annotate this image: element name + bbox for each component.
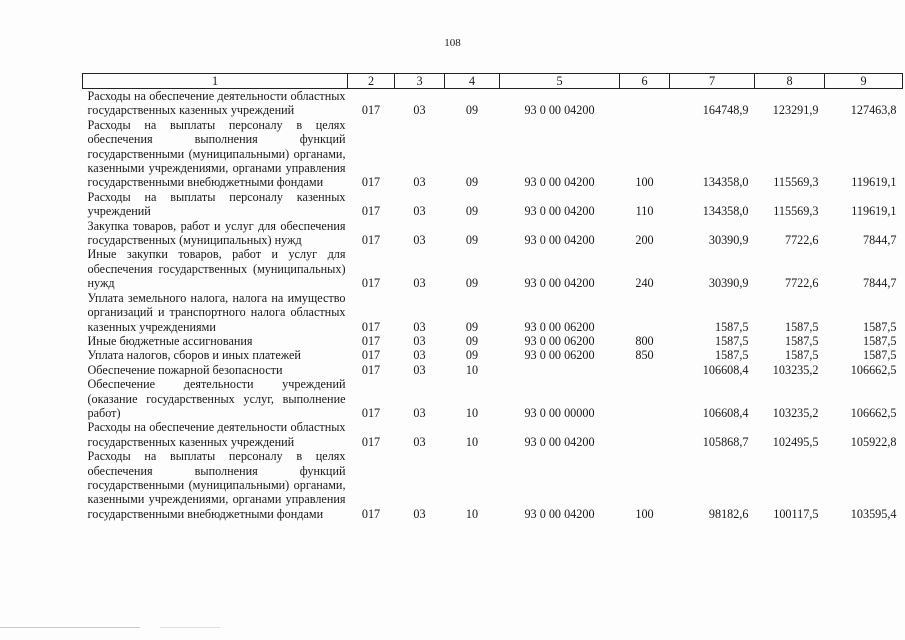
row-pr-code: 09 xyxy=(465,276,479,291)
table-row xyxy=(83,89,903,118)
row-amount-7: 98182,6 xyxy=(708,506,749,521)
table-row xyxy=(83,334,903,348)
row-description: Иные бюджетные ассигнования xyxy=(87,333,253,348)
row-csr-code: 93 0 00 06200 xyxy=(524,348,595,363)
row-gr-code: 017 xyxy=(361,276,381,291)
row-amount-9: 105922,8 xyxy=(850,434,897,449)
table-row xyxy=(83,377,903,420)
row-rz-code: 03 xyxy=(413,362,426,377)
row-rz-code: 03 xyxy=(413,506,426,521)
row-rz-code: 03 xyxy=(413,434,426,449)
row-description: Расходы на выплаты персоналу в целях обеспечения выполнения функций государственными (муниципальными) органами, казенными учреждениями, органами управления государственными внебюджетными фондами xyxy=(87,117,346,190)
row-amount-7: 1587,5 xyxy=(714,348,749,363)
row-amount-7: 164748,9 xyxy=(702,103,749,118)
row-rz-code: 03 xyxy=(413,319,426,334)
row-csr-code: 93 0 00 04200 xyxy=(524,204,595,219)
row-rz-code: 03 xyxy=(413,348,426,363)
row-rz-code: 03 xyxy=(413,204,426,219)
row-amount-8: 7722,6 xyxy=(784,276,819,291)
row-rz-code: 03 xyxy=(413,276,426,291)
row-amount-9: 119619,1 xyxy=(851,175,897,190)
scan-artifact-line xyxy=(160,627,220,628)
row-amount-7: 30390,9 xyxy=(708,233,749,248)
row-amount-7: 1587,5 xyxy=(714,319,749,334)
row-vr-code: 100 xyxy=(635,506,654,521)
row-vr-code xyxy=(620,363,670,377)
table-row xyxy=(83,291,903,334)
col-header-4: 4 xyxy=(445,74,500,89)
row-pr-code: 10 xyxy=(465,362,479,377)
col-header-9: 9 xyxy=(825,74,903,89)
page-number: 108 xyxy=(444,37,461,49)
row-csr-code: 93 0 00 00000 xyxy=(524,405,595,420)
budget-table xyxy=(82,73,903,521)
row-csr-code: 93 0 00 04200 xyxy=(524,175,595,190)
row-gr-code: 017 xyxy=(361,319,381,334)
row-pr-code: 09 xyxy=(465,103,479,118)
row-gr-code: 017 xyxy=(361,103,381,118)
row-amount-8: 1587,5 xyxy=(784,333,819,348)
row-amount-9: 1587,5 xyxy=(862,348,897,363)
row-amount-9: 127463,8 xyxy=(850,103,897,118)
row-vr-code: 100 xyxy=(635,175,654,190)
table-row xyxy=(83,420,903,449)
row-amount-9: 7844,7 xyxy=(862,233,897,248)
row-vr-code: 240 xyxy=(635,276,654,291)
row-amount-7: 105868,7 xyxy=(702,434,749,449)
row-rz-code: 03 xyxy=(413,103,426,118)
row-vr-code: 800 xyxy=(635,333,654,348)
row-gr-code: 017 xyxy=(361,434,381,449)
row-pr-code: 09 xyxy=(465,204,479,219)
row-description: Закупка товаров, работ и услуг для обеспечения государственных (муниципальных) нужд xyxy=(87,218,346,248)
row-amount-8: 1587,5 xyxy=(784,348,819,363)
row-amount-7: 106608,4 xyxy=(702,405,749,420)
row-gr-code: 017 xyxy=(361,233,381,248)
row-vr-code: 200 xyxy=(635,233,654,248)
row-gr-code: 017 xyxy=(361,204,381,219)
row-pr-code: 10 xyxy=(465,434,479,449)
row-pr-code: 10 xyxy=(465,405,479,420)
row-gr-code: 017 xyxy=(361,405,381,420)
col-header-1: 1 xyxy=(83,74,348,89)
row-amount-8: 103235,2 xyxy=(772,405,819,420)
col-header-3: 3 xyxy=(395,74,445,89)
row-vr-code: 110 xyxy=(635,204,654,219)
row-amount-8: 115569,3 xyxy=(773,175,819,190)
row-amount-9: 7844,7 xyxy=(862,276,897,291)
row-rz-code: 03 xyxy=(413,175,426,190)
row-pr-code: 09 xyxy=(465,233,479,248)
row-amount-9: 106662,5 xyxy=(850,362,897,377)
row-rz-code: 03 xyxy=(413,405,426,420)
row-description: Обеспечение пожарной безопасности xyxy=(87,362,283,377)
row-csr-code: 93 0 00 04200 xyxy=(524,276,595,291)
row-csr-code: 93 0 00 04200 xyxy=(524,434,595,449)
row-gr-code: 017 xyxy=(361,506,381,521)
table-row xyxy=(83,190,903,219)
col-header-7: 7 xyxy=(670,74,755,89)
row-vr-code xyxy=(620,420,670,449)
row-amount-7: 30390,9 xyxy=(708,276,749,291)
row-vr-code xyxy=(620,377,670,420)
row-description: Иные закупки товаров, работ и услуг для обеспечения государственных (муниципальных) нужд xyxy=(87,247,346,291)
row-description: Уплата налогов, сборов и иных платежей xyxy=(87,348,301,363)
row-csr-code: 93 0 00 06200 xyxy=(524,319,595,334)
row-csr-code: 93 0 00 04200 xyxy=(524,233,595,248)
row-amount-8: 100117,5 xyxy=(773,506,819,521)
row-description: Расходы на выплаты персоналу в целях обеспечения выполнения функций государственными (муниципальными) органами, казенными учреждениями, органами управления государственными внебюджетными фондами xyxy=(87,449,346,521)
table-row xyxy=(83,118,903,190)
col-header-8: 8 xyxy=(755,74,825,89)
row-description: Обеспечение деятельности учреждений (оказание государственных услуг, выполнение работ) xyxy=(87,377,346,420)
row-amount-7: 1587,5 xyxy=(714,333,749,348)
row-vr-code xyxy=(620,89,670,118)
row-pr-code: 09 xyxy=(465,333,479,348)
row-csr-code: 93 0 00 04200 xyxy=(524,506,595,521)
row-amount-8: 7722,6 xyxy=(784,233,819,248)
row-description: Уплата земельного налога, налога на имущество организаций и транспортного налога областных казенных учреждениями xyxy=(87,290,346,334)
table-row xyxy=(83,247,903,290)
row-description: Расходы на обеспечение деятельности областных государственных казенных учреждений xyxy=(87,420,346,449)
row-pr-code: 09 xyxy=(465,319,479,334)
row-rz-code: 03 xyxy=(413,233,426,248)
row-amount-7: 106608,4 xyxy=(702,362,749,377)
col-header-6: 6 xyxy=(620,74,670,89)
row-amount-9: 1587,5 xyxy=(862,333,897,348)
row-csr-code: 93 0 00 04200 xyxy=(524,103,595,118)
table-row xyxy=(83,219,903,248)
row-amount-7: 134358,0 xyxy=(702,175,749,190)
row-gr-code: 017 xyxy=(361,348,381,363)
row-amount-9: 1587,5 xyxy=(862,319,897,334)
scan-artifact-line xyxy=(0,627,140,628)
row-pr-code: 09 xyxy=(465,348,479,363)
row-pr-code: 10 xyxy=(465,506,479,521)
table-row xyxy=(83,348,903,362)
row-gr-code: 017 xyxy=(361,175,381,190)
row-vr-code: 850 xyxy=(635,348,654,363)
col-header-5: 5 xyxy=(500,74,620,89)
row-gr-code: 017 xyxy=(361,362,381,377)
table-row xyxy=(83,363,903,377)
row-csr-code: 93 0 00 06200 xyxy=(524,333,595,348)
row-description: Расходы на выплаты персоналу казенных учреждений xyxy=(87,189,346,219)
row-amount-7: 134358,0 xyxy=(702,204,749,219)
row-amount-9: 119619,1 xyxy=(851,204,897,219)
header-row xyxy=(83,74,903,89)
row-amount-8: 123291,9 xyxy=(772,103,819,118)
row-amount-9: 103595,4 xyxy=(850,506,897,521)
row-csr-code xyxy=(500,363,620,377)
row-amount-8: 1587,5 xyxy=(784,319,819,334)
row-amount-8: 103235,2 xyxy=(772,362,819,377)
table-row xyxy=(83,449,903,521)
row-vr-code xyxy=(620,291,670,334)
col-header-2: 2 xyxy=(348,74,395,89)
row-description: Расходы на обеспечение деятельности областных государственных казенных учреждений xyxy=(87,89,346,118)
row-amount-8: 102495,5 xyxy=(772,434,819,449)
row-rz-code: 03 xyxy=(413,333,426,348)
row-amount-9: 106662,5 xyxy=(850,405,897,420)
row-pr-code: 09 xyxy=(465,175,479,190)
row-gr-code: 017 xyxy=(361,333,381,348)
row-amount-8: 115569,3 xyxy=(773,204,819,219)
